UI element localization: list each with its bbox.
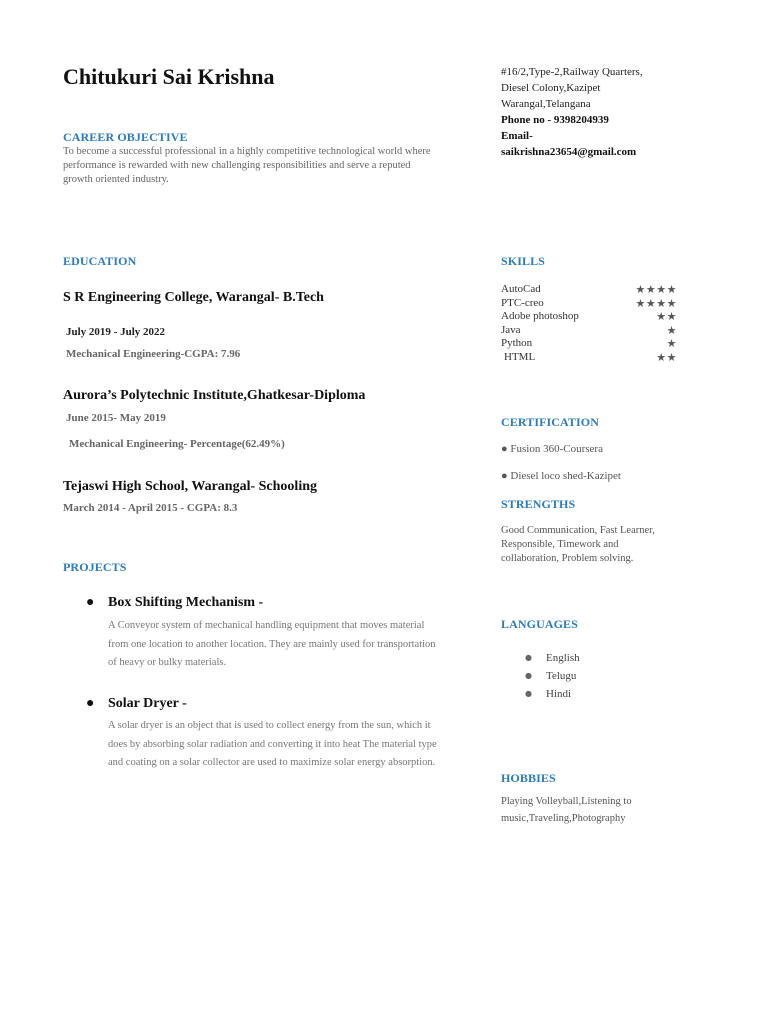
language-item — [501, 667, 701, 685]
skills-list — [501, 283, 681, 364]
phone-number: Phone no - 9398204939 — [501, 114, 609, 126]
certification-item: ● Fusion 360-Coursera — [501, 443, 603, 455]
hobbies-line: Playing Volleyball,Listening to — [501, 796, 632, 807]
strengths-line: collaboration, Problem solving. — [501, 553, 634, 564]
career-objective-line: performance is rewarded with new challenging responsibilities and serve a reputed — [63, 160, 411, 171]
skill-row — [501, 337, 681, 351]
hobbies-heading: HOBBIES — [501, 771, 556, 785]
skill-name: Java — [501, 323, 521, 336]
project-description-line: A Conveyor system of mechanical handling equipment that moves material — [108, 620, 425, 631]
strengths-line: Responsible, Timework and — [501, 539, 619, 550]
strengths-line: Good Communication, Fast Learner, — [501, 525, 655, 536]
languages-heading: LANGUAGES — [501, 617, 578, 631]
education-dates: July 2019 - July 2022 — [66, 326, 166, 338]
bullet-icon: ● — [525, 671, 532, 680]
email-label: Email- — [501, 130, 533, 142]
education-title: S R Engineering College, Warangal- B.Tech — [63, 290, 324, 305]
address-line-1: #16/2,Type-2,Railway Quarters, — [501, 66, 643, 78]
star-rating-icon: ★ — [666, 337, 677, 350]
projects-heading: PROJECTS — [63, 560, 127, 574]
skill-row — [501, 310, 681, 324]
star-rating-icon: ★ — [666, 323, 677, 337]
strengths-heading: STRENGTHS — [501, 497, 576, 511]
star-rating-icon: ★★★★ — [635, 283, 677, 296]
skill-row — [501, 324, 681, 338]
education-detail: Mechanical Engineering- Percentage(62.49%) — [69, 438, 285, 450]
career-objective-line: To become a successful professional in a highly competitive technological world where — [63, 146, 431, 157]
skill-name: HTML — [504, 350, 536, 363]
contact-block — [501, 64, 751, 160]
skill-row — [501, 351, 681, 365]
language-item — [501, 649, 701, 667]
certification-item: ● Diesel loco shed-Kazipet — [501, 470, 621, 482]
career-objective-heading: CAREER OBJECTIVE — [63, 130, 188, 144]
address-line-2: Diesel Colony,Kazipet — [501, 82, 601, 94]
bullet-icon: ● — [525, 689, 532, 698]
project-description-line: and coating on a solar collector are used to maximize solar energy absorption. — [108, 757, 436, 768]
skill-name: Adobe photoshop — [501, 310, 579, 322]
project-description-line: does by absorbing solar radiation and converting it into heat The material type — [108, 738, 437, 750]
strengths-text — [501, 524, 701, 566]
hobbies-line: music,Traveling,Photography — [501, 813, 626, 824]
education-dates: June 2015- May 2019 — [66, 412, 166, 424]
certification-heading: CERTIFICATION — [501, 415, 600, 429]
language-name: Hindi — [546, 688, 572, 700]
career-objective-line: growth oriented industry. — [63, 174, 169, 185]
star-rating-icon: ★★ — [656, 310, 677, 323]
bullet-icon: ● — [525, 653, 532, 662]
skill-row — [501, 297, 681, 311]
skill-name: PTC-creo — [501, 296, 544, 309]
candidate-name: Chitukuri Sai Krishna — [63, 64, 275, 89]
language-name: English — [546, 652, 580, 664]
education-detail: March 2014 - April 2015 - CGPA: 8.3 — [63, 502, 238, 514]
address-line-3: Warangal,Telangana — [501, 98, 591, 110]
project-title: Solar Dryer - — [108, 696, 187, 711]
languages-list — [501, 649, 701, 703]
skill-name: Python — [501, 337, 533, 349]
project-title: Box Shifting Mechanism - — [108, 595, 264, 610]
project-description — [108, 717, 468, 773]
language-name: Telugu — [546, 670, 577, 682]
career-objective-text — [63, 145, 483, 187]
hobbies-text — [501, 793, 701, 827]
email-address: saikrishna23654@gmail.com — [501, 146, 637, 158]
star-rating-icon: ★★ — [656, 350, 677, 364]
skill-name: AutoCad — [501, 283, 541, 295]
education-heading: EDUCATION — [63, 254, 137, 268]
skills-heading: SKILLS — [501, 254, 545, 268]
project-description-line: of heavy or bulky materials. — [108, 657, 227, 668]
education-title: Aurora’s Polytechnic Institute,Ghatkesar-Diploma — [63, 388, 366, 403]
project-description-line: from one location to another location. They are mainly used for transportation — [108, 638, 436, 650]
language-item — [501, 685, 701, 703]
project-description — [108, 617, 468, 673]
star-rating-icon: ★★★★ — [635, 296, 677, 310]
skill-row — [501, 283, 681, 297]
project-bullet-icon: ● — [86, 595, 95, 610]
education-title: Tejaswi High School, Warangal- Schooling — [63, 479, 317, 494]
project-bullet-icon: ● — [86, 696, 95, 711]
education-detail: Mechanical Engineering-CGPA: 7.96 — [66, 348, 241, 360]
project-description-line: A solar dryer is an object that is used to collect energy from the sun, which it — [108, 720, 431, 731]
